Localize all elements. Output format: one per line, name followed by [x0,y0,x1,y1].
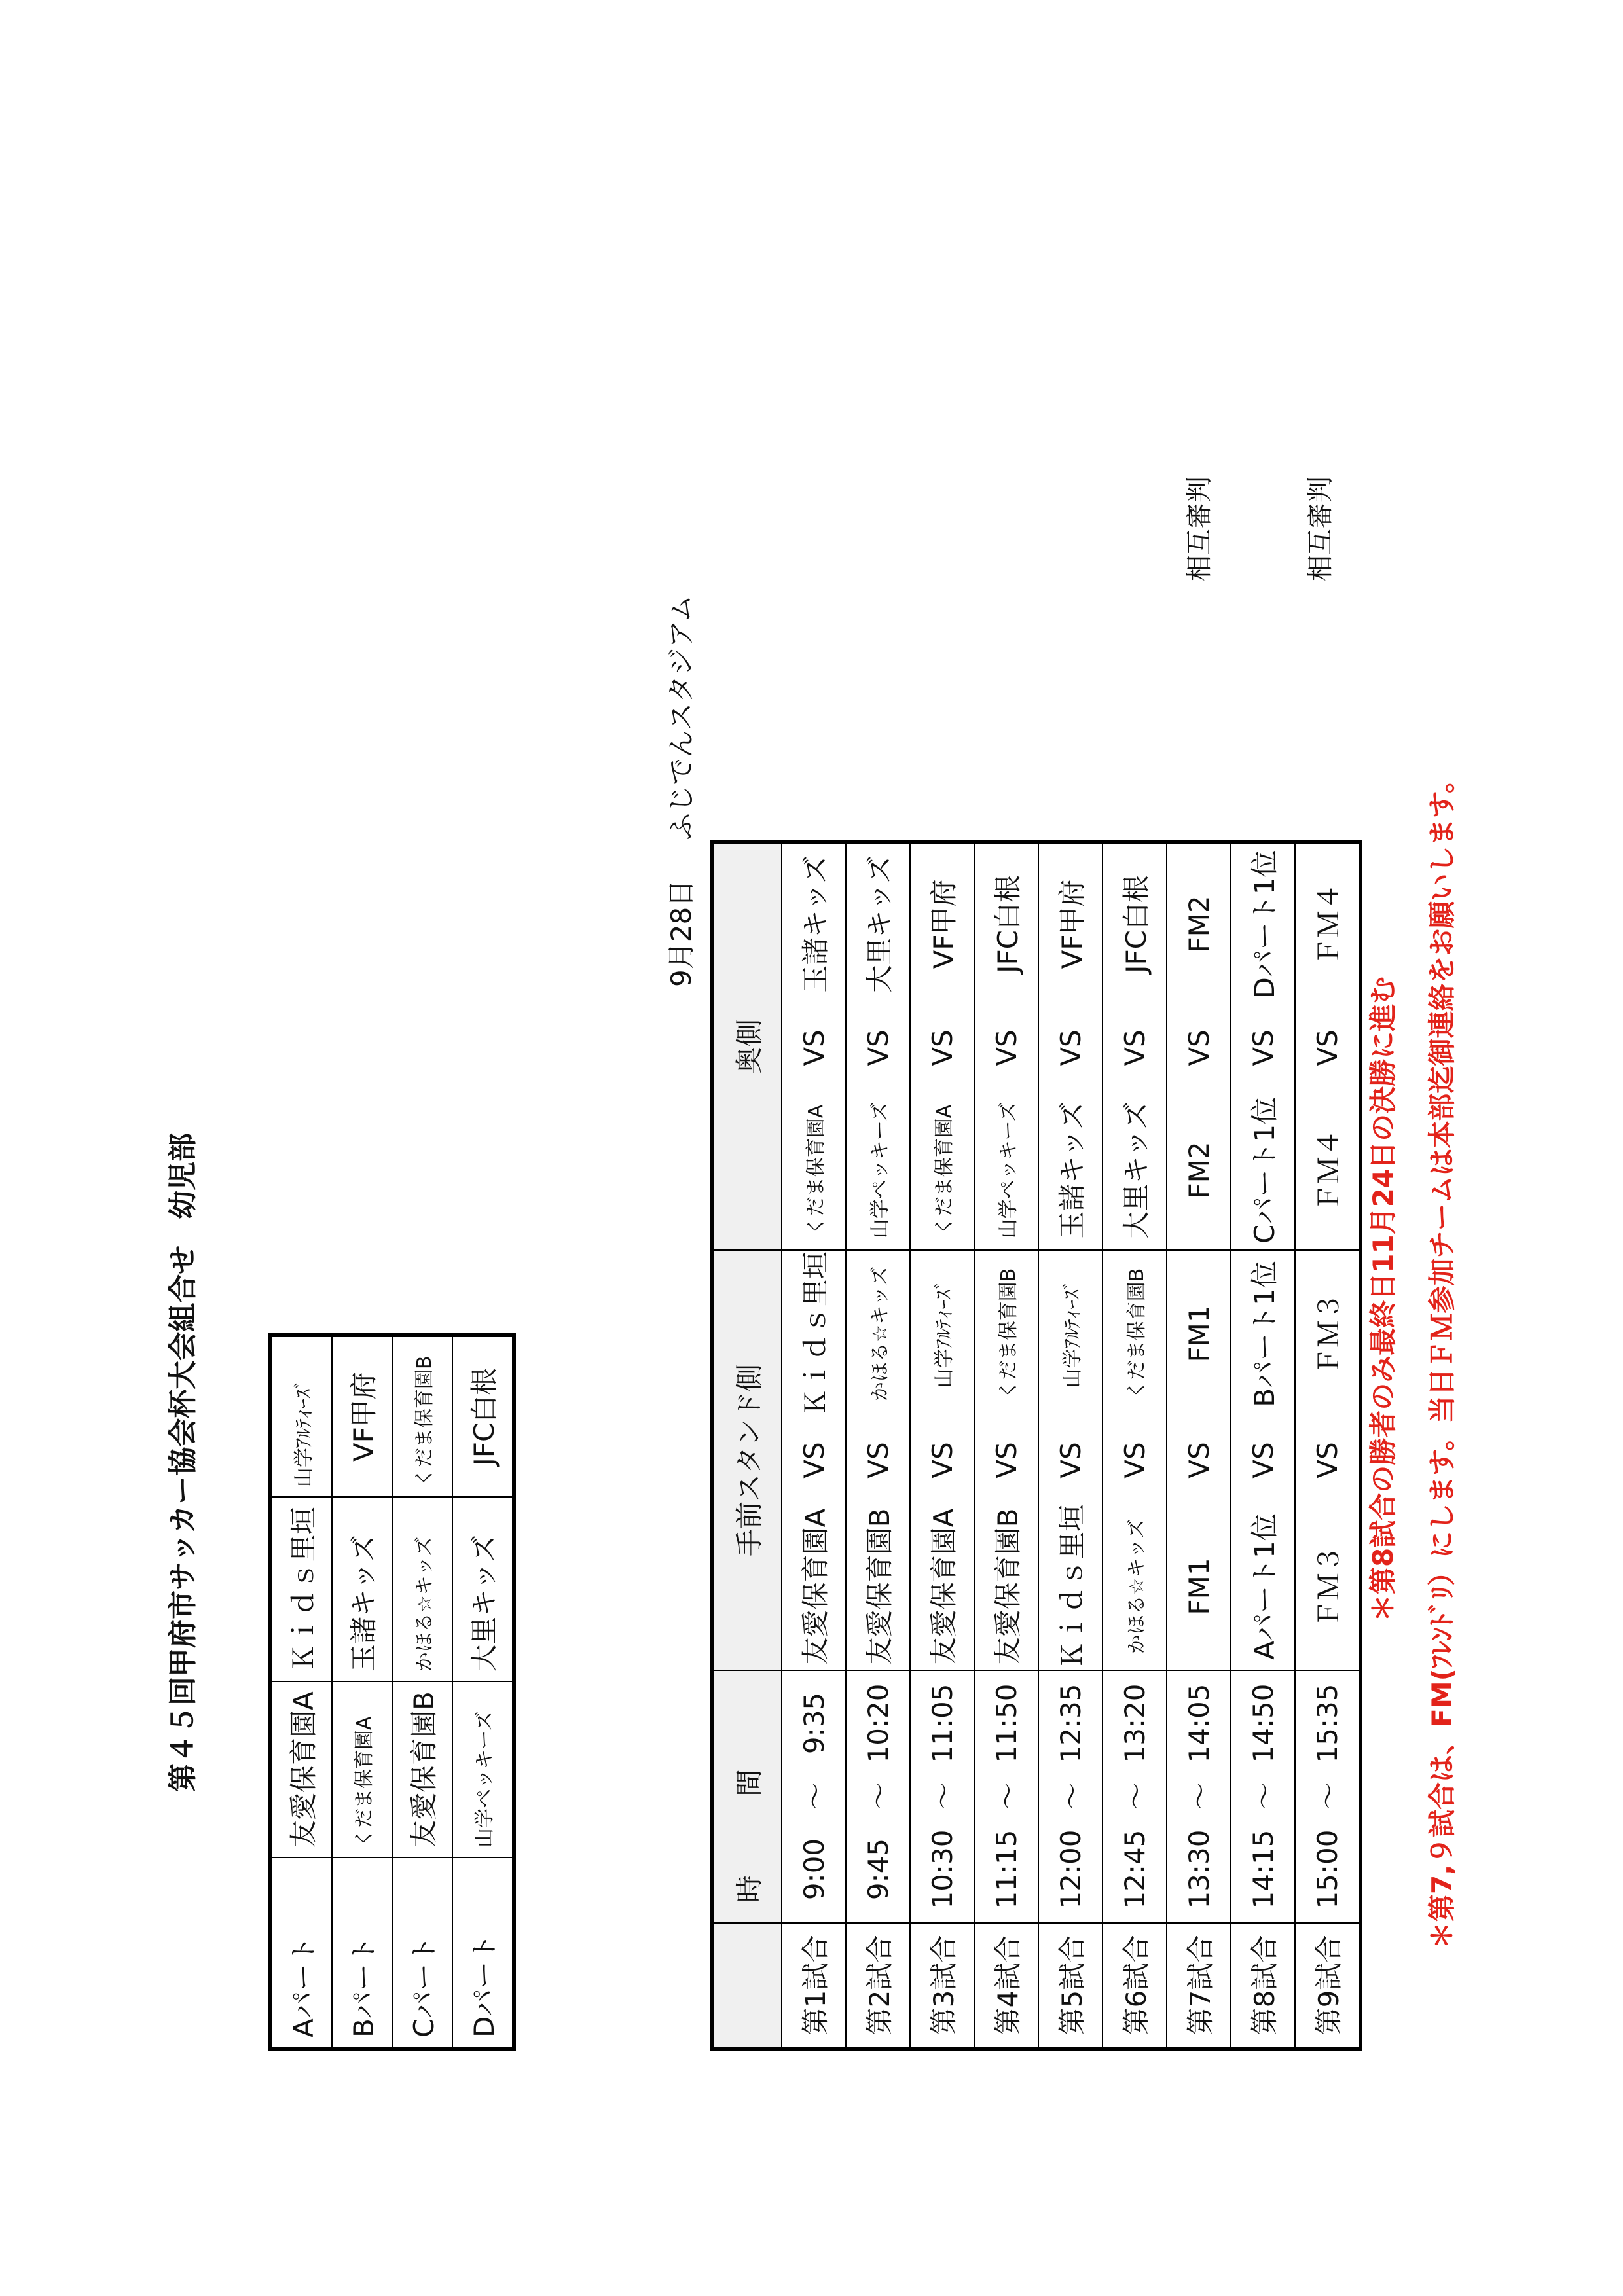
vs-label: VS [1167,1005,1231,1091]
part-team: 玉諸キッズ [332,1497,392,1681]
near-team-a: ＦＭ３ [1295,1503,1360,1670]
vs-label: VS [1295,1005,1360,1091]
vs-label: VS [1295,1417,1360,1503]
part-team: くだま保育園A [332,1681,392,1857]
near-team-b: Bパート1位 [1231,1250,1295,1417]
far-team-b: VF甲府 [1038,842,1103,1005]
far-team-a: くだま保育園A [782,1091,846,1250]
match-row [1038,842,1103,2049]
vs-label: VS [910,1417,974,1503]
vs-label: VS [1167,1417,1231,1503]
far-team-b: 大里キッズ [846,842,910,1005]
start-time: 9:00 [782,1816,846,1923]
game-cell: 第3試合 [910,1923,974,2049]
schedule-table [710,840,1362,2051]
end-time: 14:50 [1231,1670,1295,1776]
vs-label: VS [1231,1005,1295,1091]
far-team-b: VF甲府 [910,842,974,1005]
schedule-header-row [712,842,782,2049]
vs-label: VS [910,1005,974,1091]
far-team-a: 大里キッズ [1103,1091,1167,1250]
match-row [1167,842,1231,2049]
tilde-mark: ～ [974,1776,1038,1816]
part-team: VF甲府 [332,1335,392,1497]
part-team: JFC白根 [452,1335,514,1497]
game-cell: 第2試合 [846,1923,910,2049]
far-team-a: Cパート1位 [1231,1091,1295,1250]
end-time: 10:20 [846,1670,910,1776]
end-time: 9:35 [782,1670,846,1776]
end-time: 12:35 [1038,1670,1103,1776]
vs-label: VS [1038,1005,1103,1091]
vs-label: VS [846,1005,910,1091]
match-row [974,842,1038,2049]
tilde-mark: ～ [910,1776,974,1816]
start-time: 9:45 [846,1816,910,1923]
part-team: 友愛保育園B [392,1681,452,1857]
near-side-header: 手前スタンド側 [712,1250,782,1670]
vs-label: VS [1103,1005,1167,1091]
far-team-a: 山学ペッキーズ [846,1091,910,1250]
far-team-b: Dパート1位 [1231,842,1295,1005]
tilde-mark: ～ [1103,1776,1167,1816]
end-time: 11:05 [910,1670,974,1776]
far-team-b: ＦＭ４ [1295,842,1360,1005]
vs-label: VS [782,1417,846,1503]
page-title [164,679,203,1792]
match-row [782,842,846,2049]
game-cell: 第5試合 [1038,1923,1103,2049]
far-team-a: 山学ペッキーズ [974,1091,1038,1250]
start-time: 15:00 [1295,1816,1360,1923]
far-side-header: 奥側 [712,842,782,1250]
game-cell: 第8試合 [1231,1923,1295,2049]
start-time: 12:00 [1038,1816,1103,1923]
tilde-mark: ～ [1167,1776,1231,1816]
start-time: 14:15 [1231,1816,1295,1923]
near-team-b: 山学ｱﾙﾃｨｰｽﾞ [910,1250,974,1417]
match-row [1295,842,1360,2049]
vs-label: VS [782,1005,846,1091]
near-team-b: くだま保育園B [1103,1250,1167,1417]
far-team-b: FM2 [1167,842,1231,1005]
tilde-mark: ～ [1038,1776,1103,1816]
part-team: かほる☆キッズ [392,1497,452,1681]
game-header [712,1923,782,2049]
near-team-b: くだま保育園B [974,1250,1038,1417]
far-team-b: JFC白根 [974,842,1038,1005]
near-team-b: Ｋｉｄｓ里垣 [782,1250,846,1417]
part-name: Cパート [392,1857,452,2049]
part-row [392,1335,452,2049]
near-team-a: Aパート1位 [1231,1503,1295,1670]
vs-label: VS [974,1417,1038,1503]
near-team-a: かほる☆キッズ [1103,1503,1167,1670]
time-header: 時間 [712,1670,782,1923]
start-time: 12:45 [1103,1816,1167,1923]
date-venue [660,595,699,987]
referee-note-game9: 相互審判 [1305,476,1336,581]
tilde-mark: ～ [846,1776,910,1816]
end-time: 11:50 [974,1670,1038,1776]
far-team-a: くだま保育園A [910,1091,974,1250]
part-team: 大里キッズ [452,1497,514,1681]
game-cell: 第4試合 [974,1923,1038,2049]
game-cell: 第1試合 [782,1923,846,2049]
part-name: Dパート [452,1857,514,2049]
part-team: 山学ペッキーズ [452,1681,514,1857]
vs-label: VS [974,1005,1038,1091]
game-cell: 第7試合 [1167,1923,1231,2049]
vs-label: VS [1103,1417,1167,1503]
far-team-a: 玉諸キッズ [1038,1091,1103,1250]
part-name: Bパート [332,1857,392,2049]
match-row [910,842,974,2049]
referee-note-game7: 相互審判 [1184,476,1214,581]
match-row [1103,842,1167,2049]
match-date: 9月28日 [665,879,697,987]
tilde-mark: ～ [782,1776,846,1816]
near-team-a: Ｋｉｄｓ里垣 [1038,1503,1103,1670]
far-team-b: JFC白根 [1103,842,1167,1005]
near-team-a: 友愛保育園A [782,1503,846,1670]
vs-label: VS [1038,1417,1103,1503]
division-label: 幼児部 [166,1132,200,1219]
schedule-body [782,842,1360,2049]
tilde-mark: ～ [1295,1776,1360,1816]
part-team: 友愛保育園A [270,1681,332,1857]
vs-label: VS [846,1417,910,1503]
part-table [268,1333,516,2051]
match-row [846,842,910,2049]
part-row [270,1335,332,2049]
near-team-a: 友愛保育園A [910,1503,974,1670]
near-team-b: かほる☆キッズ [846,1250,910,1417]
end-time: 13:20 [1103,1670,1167,1776]
near-team-b: FM1 [1167,1250,1231,1417]
game-cell: 第6試合 [1103,1923,1167,2049]
near-team-b: 山学ｱﾙﾃｨｰｽﾞ [1038,1250,1103,1417]
start-time: 11:15 [974,1816,1038,1923]
near-team-b: ＦＭ３ [1295,1250,1360,1417]
end-time: 15:35 [1295,1670,1360,1776]
part-team: 山学ｱﾙﾃｨｰｽﾞ [270,1335,332,1497]
near-team-a: 友愛保育園B [846,1503,910,1670]
start-time: 10:30 [910,1816,974,1923]
title-text: 第４５回甲府市サッカー協会杯大会組合せ [166,1245,200,1792]
far-team-b: 玉諸キッズ [782,842,846,1005]
fm-note: ＊第7,９試合は、FM(ﾌﾚﾝﾄﾞﾘ）にします。当日ＦＭ参加チームは本部迄御連絡をお願いします。 [1426,765,1458,1949]
part-team: Ｋｉｄｓ里垣 [270,1497,332,1681]
vs-label: VS [1231,1417,1295,1503]
end-time: 14:05 [1167,1670,1231,1776]
near-team-a: FM1 [1167,1503,1231,1670]
part-row [452,1335,514,2049]
far-team-a: ＦＭ４ [1295,1091,1360,1250]
final-note: ＊第8試合の勝者のみ最終日11月24日の決勝に進む [1367,976,1399,1622]
match-row [1231,842,1295,2049]
start-time: 13:30 [1167,1816,1231,1923]
part-name: Aパート [270,1857,332,2049]
game-cell: 第9試合 [1295,1923,1360,2049]
part-team: くだま保育園B [392,1335,452,1497]
far-team-a: FM2 [1167,1091,1231,1250]
tilde-mark: ～ [1231,1776,1295,1816]
venue-name: ふじでんスタジアム [665,594,697,840]
near-team-a: 友愛保育園B [974,1503,1038,1670]
part-row [332,1335,392,2049]
